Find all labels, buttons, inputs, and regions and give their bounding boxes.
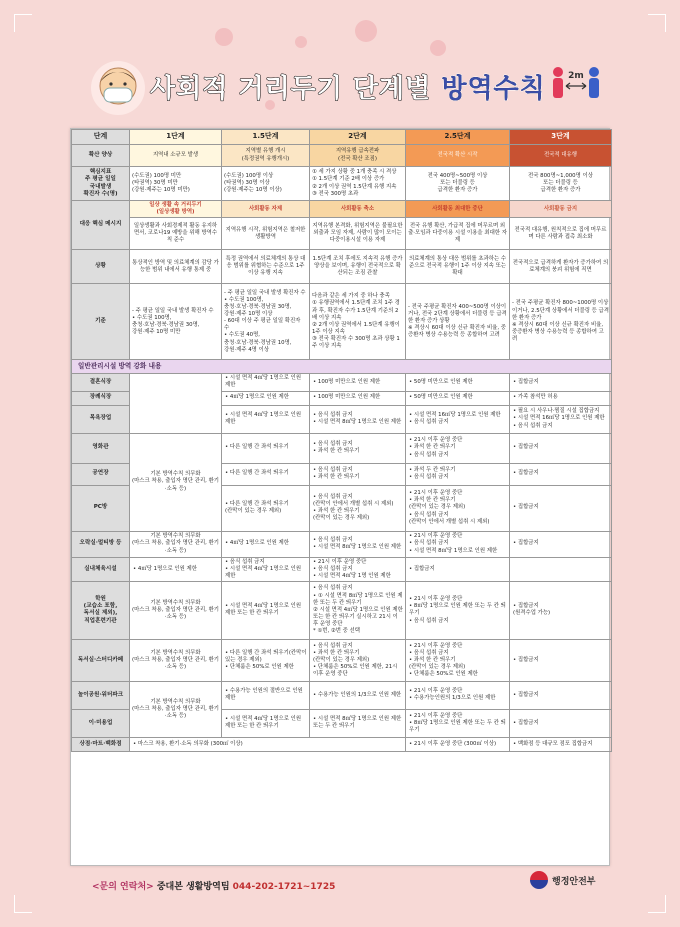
facility-l2: • 음식 섭취 금지 • 좌석 한 칸 띄우기 [310, 433, 406, 463]
facility-l2: • 음식 섭취 금지 (칸막이 안에서 개별 섭취 시 제외) • 좌석 한 칸 띄우기 (칸막이 있는 경우 제외) [310, 485, 406, 531]
message-d2: 지역유행 본격화, 위험지역은 불필요한 외출과 모임 자제, 사람이 많이 모이는 다중이용시설 이용 자제 [310, 218, 406, 250]
facility-name: 학원 (교습소 포함, 독서실 제외), 직업훈련기관 [72, 581, 130, 639]
crop-mark [14, 14, 32, 32]
section-row [72, 360, 612, 374]
index-l2: ① 세 가지 상황 중 1개 충족 시 격상 ① 1.5단계 기준 2배 이상 증가 ② 2개 이상 권역 1.5단계 유행 지속 ③ 전국 300명 초과 [310, 167, 406, 201]
facility-l15: • 시설 면적 4㎡당 1명으로 인원 제한 [222, 374, 310, 391]
facility-name: 공연장 [72, 463, 130, 485]
facility-name: 실내체육시설 [72, 557, 130, 581]
bg-dot [430, 40, 446, 56]
criteria-l25: - 전국 주평균 확진자 400~500명 이상이거나, 전국 2단계 상황에서 더블링 등 급격한 환자 증가 상황 ※ 격상시 60대 이상 신규 확진자 비율, 중증환자 병상 수용능력 등 종합하여 고려 [406, 284, 510, 360]
message-d3: 전국적 대유행, 원칙적으로 집에 머무르며 다른 사람과 접촉 최소화 [510, 218, 612, 250]
situation-l2: 1.5단계 조치 후에도 지속적 유행 증가 양상을 보이며, 유행이 전국적으로 확산되는 조짐 관찰 [310, 250, 406, 284]
facility-l25: • 집합금지 [406, 557, 510, 581]
levels-header: 단계 [72, 130, 130, 145]
criteria-l3: - 전국 주평균 확진자 800~1000명 이상이거나, 2.5단계 상황에서 더블링 등 급격한 환자 증가 ※ 격상시 60대 이상 신규 확진자 비율, 중증환자 병상 수용능력 등 종합하여 고려 [510, 284, 612, 360]
facility-row [72, 681, 612, 709]
facility-l2: • 100명 미만으로 인원 제한 [310, 374, 406, 391]
crop-mark [648, 14, 666, 32]
message-l25: 사회활동 최대한 중단 [406, 201, 510, 218]
spread-l1: 지역내 소규모 발생 [130, 145, 222, 167]
facility-l2: • 시설 면적 8㎡당 1명으로 인원 제한 또는 두 칸 띄우기 [310, 709, 406, 737]
contact-phone: 044-202-1721~1725 [232, 882, 336, 892]
situation-l15: 특정 권역에서 의료체계의 통상 대응 범위를 위협하는 수준으로 1주 이상 유행 지속 [222, 250, 310, 284]
mask-person-icon [88, 58, 148, 118]
basic-rule: 기본 방역수칙 의무화 (마스크 착용, 출입자 명단 관리, 환기·소독 등) [130, 639, 222, 681]
spread-row [72, 145, 612, 167]
facility-l15: • 시설 면적 4㎡당 1명으로 인원 제한 또는 한 칸 띄우기 [222, 581, 310, 639]
facility-l2: • 수용가능 인원의 1/3으로 인원 제한 [310, 681, 406, 709]
facility-l15: • 시설 면적 4㎡당 1명으로 인원 제한 또는 한 칸 띄우기 [222, 709, 310, 737]
situation-l1: 통상적인 방역 및 의료체계의 감당 가능한 범위 내에서 유행 통제 중 [130, 250, 222, 284]
basic-rule: 기본 방역수칙 의무화 (마스크 착용, 출입자 명단 관리, 환기·소독 등) [130, 681, 222, 737]
message-d15: 지역유행 시작, 위험지역은 철저한 생활방역 [222, 218, 310, 250]
facility-l3 [510, 557, 612, 581]
facility-l3: • 집합금지 [510, 485, 612, 531]
facility-l25: • 21시 이후 운영 중단 • 8㎡당 1명으로 인원 제한 또는 두 칸 띄우기 [406, 709, 510, 737]
spread-header: 확산 양상 [72, 145, 130, 167]
facility-name: 독서실·스터디카페 [72, 639, 130, 681]
facility-l2: • 음식 섭취 금지 • 좌석 한 칸 띄우기 (칸막이 있는 경우 제외) • 단체룸은 50%로 인원 제한, 21시 이후 운영 중단 [310, 639, 406, 681]
facility-l3: • 필요 시 사우나·찜질 시설 집합금지 • 시설 면적 16㎡당 1명으로 인원 제한 • 음식 섭취 금지 [510, 405, 612, 433]
message-l2: 사회활동 축소 [310, 201, 406, 218]
facility-row [72, 405, 612, 433]
facility-l15: • 다른 일행 간 좌석 띄우기 (칸막이 있는 경우 제외) [222, 485, 310, 531]
message-header: 대응 핵심 메시지 [72, 201, 130, 250]
facility-l25: • 21시 이후 운영 중단 (300㎡ 이상) [406, 737, 510, 751]
spread-l3: 전국적 대유행 [510, 145, 612, 167]
facility-l15: • 4㎡당 1명으로 인원 제한 [222, 531, 310, 557]
message-d1: 일상생활과 사회경제적 활동 유지하면서, 코로나19 예방을 위해 방역수칙 준수 [130, 218, 222, 250]
criteria-l2: 다음과 같은 세 가지 중 하나 충족 ① 유행권역에서 1.5단계 조치 1주 경과 후, 확진자 수가 1.5단계 기준의 2배 이상 지속 ② 2개 이상 권역에서 1.5단계 유행이 1주 이상 지속 ③ 전국 확진자 수 300명 초과 상황 1주 이상 지속 [310, 284, 406, 360]
message-row [72, 201, 612, 218]
crop-mark [14, 895, 32, 913]
crop-mark [648, 895, 666, 913]
facility-l15: • 음식 섭취 금지 • 시설 면적 4㎡당 1명으로 인원 제한 [222, 557, 310, 581]
facility-name: 놀이공원·워터파크 [72, 681, 130, 709]
facility-name: 목욕장업 [72, 405, 130, 433]
facility-l25: • 21시 이후 운영 중단 • 음식 섭취 금지 • 시설 면적 8㎡당 1명으로 인원 제한 [406, 531, 510, 557]
basic-rule: 기본 방역수칙 의무화 (마스크 착용, 출입자 명단 관리, 환기·소독 등) [130, 531, 222, 557]
facility-row [72, 531, 612, 557]
facility-l15: • 4㎡당 1명으로 인원 제한 [222, 391, 310, 405]
facilities-table [72, 374, 612, 752]
facility-row [72, 374, 612, 391]
facility-l3: • 집합금지 [510, 531, 612, 557]
situation-row [72, 250, 612, 284]
facility-l2: • 음식 섭취 금지 • 시설 면적 8㎡당 1명으로 인원 제한 [310, 405, 406, 433]
facility-l3: • 집합금지 [510, 709, 612, 737]
facility-l3: • 집합금지 [510, 681, 612, 709]
facility-l3: • 집합금지 [510, 433, 612, 463]
level-3: 3단계 [510, 130, 612, 145]
level-2-5: 2.5단계 [406, 130, 510, 145]
facility-l2: • 21시 이후 운영 중단 • 음식 섭취 금지 • 시설 면적 4㎡당 1명 인원 제한 [310, 557, 406, 581]
message-detail-row [72, 218, 612, 250]
facility-l25: • 50명 미만으로 인원 제한 [406, 391, 510, 405]
criteria-header: 기준 [72, 284, 130, 360]
facility-l25: • 21시 이후 운영 중단 • 좌석 한 칸 띄우기 (칸막이 있는 경우 제외) • 음식 섭취 금지 (칸막이 안에서 개별 섭취 시 제외) [406, 485, 510, 531]
levels-row [72, 130, 612, 145]
bg-dot [215, 28, 233, 46]
facility-l15: • 다른 일행 간 좌석 띄우기 [222, 463, 310, 485]
rules-table [71, 129, 612, 752]
facility-l2: • 100명 미만으로 인원 제한 [310, 391, 406, 405]
facility-row [72, 433, 612, 463]
distance-icon [546, 64, 606, 104]
facility-l3: • 집합금지 [510, 639, 612, 681]
facility-name: 이·미용업 [72, 709, 130, 737]
situation-l3: 전국적으로 급격하게 환자가 증가하여 의료체계의 붕괴 위험에 직면 [510, 250, 612, 284]
facility-l2: • 음식 섭취 금지 • ① 시설 면적 8㎡당 1명으로 인원 제한 또는 두 칸 띄우기 ② 시설 면적 4㎡당 1명으로 인원 제한 또는 한 칸 띄우기 실시하고 21시 이후 운영 중단 * ①번, ②번 중 선택 [310, 581, 406, 639]
facility-l3: • 백화점 등 대규모 점포 집합금지 [510, 737, 612, 751]
contact-org: 중대본 생활방역팀 [156, 882, 230, 892]
index-l25: 전국 400명~500명 이상 또는 더블링 등 급격한 환자 증가 [406, 167, 510, 201]
page-title: 사회적 거리두기 단계별 방역수칙 [150, 74, 546, 104]
facility-name: 상점·마트·백화점 [72, 737, 130, 751]
index-l15: (수도권) 100명 이상 (타권역) 30명 이상 (강원·제주는 10명 이상) [222, 167, 310, 201]
facility-l25: • 21시 이후 운영 중단 • 좌석 한 칸 띄우기 • 음식 섭취 금지 [406, 433, 510, 463]
facility-l15: • 다른 일행 간 좌석 띄우기(칸막이 있는 경우 제외) • 단체룸은 50%로 인원 제한 [222, 639, 310, 681]
facility-l25: • 21시 이후 운영 중단 • 8㎡당 1명으로 인원 제한 또는 두 칸 띄우기 • 음식 섭취 금지 [406, 581, 510, 639]
facility-l25: • 50명 미만으로 인원 제한 [406, 374, 510, 391]
facility-l25: • 21시 이후 운영 중단 • 음식 섭취 금지 • 좌석 한 칸 띄우기 (칸막이 있는 경우 제외) • 단체룸은 50%로 인원 제한 [406, 639, 510, 681]
facility-row [72, 737, 612, 751]
section-title: 일반관리시설 방역 강화 내용 [72, 360, 612, 374]
criteria-row [72, 284, 612, 360]
taegeuk-icon [530, 871, 548, 889]
facility-name: PC방 [72, 485, 130, 531]
bg-dot [355, 20, 377, 42]
facility-l1: • 마스크 착용, 환기·소독 의무화 (300㎡ 이상) [130, 737, 406, 751]
ministry-name: 행정안전부 [552, 876, 596, 887]
facility-name: 장례식장 [72, 391, 130, 405]
facility-l3: • 가족 참석만 허용 [510, 391, 612, 405]
basic-rule: 기본 방역수칙 의무화 (마스크 착용, 출입자 명단 관리, 환기·소독 등) [130, 581, 222, 639]
facility-l25: • 좌석 두 칸 띄우기 • 음식 섭취 금지 [406, 463, 510, 485]
facility-row [72, 557, 612, 581]
bg-dot [295, 36, 307, 48]
facility-row [72, 581, 612, 639]
index-row [72, 167, 612, 201]
facility-l25: • 시설 면적 16㎡당 1명으로 인원 제한 • 음식 섭취 금지 [406, 405, 510, 433]
facility-l3: • 집합금지 (원격수업 가능) [510, 581, 612, 639]
message-d25: 전국 유행 확산, 가급적 집에 머무르며 외출·모임과 다중이용 시설 이용을 최대한 자제 [406, 218, 510, 250]
message-l15: 사회활동 자제 [222, 201, 310, 218]
facility-l2: • 음식 섭취 금지 • 좌석 한 칸 띄우기 [310, 463, 406, 485]
facility-l2: • 음식 섭취 금지 • 시설 면적 8㎡당 1명으로 인원 제한 [310, 531, 406, 557]
facility-l15: • 수용가능 인원의 절반으로 인원 제한 [222, 681, 310, 709]
facility-l1: • 4㎡당 1명으로 인원 제한 [130, 557, 222, 581]
message-l1: 일상 생활 속 거리두기 (일상생활 방역) [130, 201, 222, 218]
facility-l15: • 다른 일행 간 좌석 띄우기 [222, 433, 310, 463]
rules-card [70, 128, 610, 866]
spread-l25: 전국적 확산 시작 [406, 145, 510, 167]
criteria-l1: - 주 평균 일일 국내 발생 확진자 수 • 수도권 100명, 충청·호남·경북·경남권 30명, 강원·제주 10명 미만 [130, 284, 222, 360]
index-l1: (수도권) 100명 미만 (타권역) 30명 미만 (강원·제주는 10명 미만) [130, 167, 222, 201]
index-l3: 전국 800명~1,000명 이상 또는 더블링 등 급격한 환자 증가 [510, 167, 612, 201]
basic-rule: 기본 방역수칙 의무화 (마스크 착용, 출입자 명단 관리, 환기·소독 등) [130, 433, 222, 531]
ministry-logo [530, 871, 595, 889]
index-header: 핵심지표 주 평균 일일 국내발생 확진자 수(명) [72, 167, 130, 201]
facility-l25: • 21시 이후 운영 중단 • 수용가능인원의 1/3으로 인원 제한 [406, 681, 510, 709]
level-1-5: 1.5단계 [222, 130, 310, 145]
distance-label: 2m [568, 71, 584, 81]
facility-l3: • 집합금지 [510, 374, 612, 391]
facility-l15: • 시설 면적 4㎡당 1명으로 인원 제한 [222, 405, 310, 433]
facility-name: 결혼식장 [72, 374, 130, 391]
facility-row [72, 391, 612, 405]
situation-header: 상황 [72, 250, 130, 284]
spread-l2: 지역유행 급속전파 (전국 확산 조짐) [310, 145, 406, 167]
spread-l15: 지역별 유행 개시 (특정권역 유행개시) [222, 145, 310, 167]
facility-row [72, 639, 612, 681]
criteria-l15: - 주 평균 일일 국내 발생 확진자 수 • 수도권 100명, 충청·호남·경북·경남권 30명, 강원·제주 10명 이상 - 60대 이상 주 평균 일일 확진자 수 • 수도권 40명, 충청·호남·경북·경남권 10명, 강원·제주 4명 이상 [222, 284, 310, 360]
facility-l3: • 집합금지 [510, 463, 612, 485]
situation-l25: 의료체계의 통상 대응 범위를 초과하는 수준으로 전국적 유행이 1주 이상 지속 또는 확대 [406, 250, 510, 284]
level-2: 2단계 [310, 130, 406, 145]
facility-name: 오락실·멀티방 등 [72, 531, 130, 557]
message-l3: 사회활동 금지 [510, 201, 612, 218]
contact-footer [92, 879, 335, 892]
facility-name: 영화관 [72, 433, 130, 463]
contact-label: <문의 연락처> [92, 882, 154, 892]
level-1: 1단계 [130, 130, 222, 145]
